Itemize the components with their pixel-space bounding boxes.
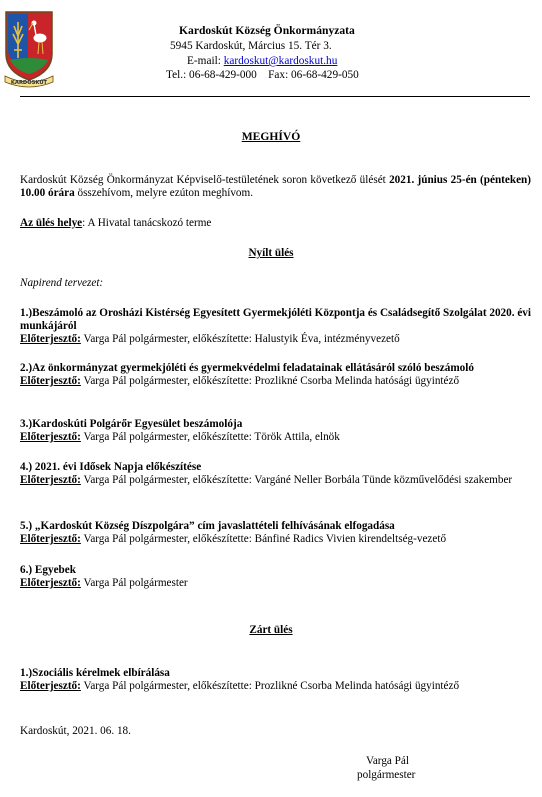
email-label: E-mail:	[187, 55, 221, 67]
closed-item-title: Szociális kérelmek elbírálása	[32, 667, 170, 679]
place-date: Kardoskút, 2021. 06. 18.	[20, 725, 131, 737]
agenda-item-title: Egyebek	[34, 564, 76, 576]
agenda-item-6	[20, 564, 188, 590]
agenda-item-title: Kardoskúti Polgárőr Egyesület beszámolója	[32, 418, 243, 430]
presenter-text: Varga Pál polgármester, előkészítette: Halustyik Éva, intézményvezető	[80, 333, 400, 345]
agenda-item-title: Beszámoló az Orosházi Kistérség Egyesített Gyermekjóléti Központja és Családsegítő Szolgálat 2020. évi munkájáról	[20, 307, 531, 332]
location-value: : A Hivatal tanácskozó terme	[82, 217, 212, 229]
signatory-title: polgármester	[357, 769, 416, 781]
agenda-item-title: Az önkormányzat gyermekjóléti és gyermekvédelmi feladatainak ellátásáról szóló beszámoló	[32, 362, 474, 374]
presenter-text: Varga Pál polgármester, előkészítette: Bánfiné Radics Vivien kirendeltség-vezető	[80, 533, 447, 545]
agenda-item-number: 3.)	[20, 418, 33, 430]
meeting-location	[20, 217, 211, 230]
org-address: 5945 Kardoskút, Március 15. Tér 3.	[170, 40, 332, 52]
agenda-item-1	[20, 307, 531, 346]
agenda-item-3	[20, 418, 340, 444]
signatory-name: Varga Pál	[366, 755, 409, 767]
email-link[interactable]: kardoskut@kardoskut.hu	[223, 55, 338, 67]
org-email-line	[187, 55, 337, 68]
presenter-label: Előterjesztő:	[20, 431, 81, 443]
presenter-label: Előterjesztő:	[20, 533, 81, 545]
agenda-item-4	[20, 461, 531, 487]
closed-item-number: 1.)	[20, 667, 33, 679]
agenda-item-number: 2.)	[20, 362, 33, 374]
presenter-text: Varga Pál polgármester, előkészítette: Vargáné Neller Borbála Tünde közművelődési szakember	[80, 474, 513, 486]
meeting-date: 2021. június 25-én (pénteken) 10.00 órára	[20, 174, 531, 199]
presenter-text: Varga Pál polgármester, előkészítette: Prozlikné Csorba Melinda hatósági ügyintéző	[80, 680, 460, 692]
org-name: Kardoskút Község Önkormányzata	[179, 24, 355, 37]
intro-text-post: összehívom, melyre ezúton meghívom.	[74, 187, 254, 199]
agenda-item-5	[20, 520, 446, 546]
presenter-text: Varga Pál polgármester, előkészítette: Török Attila, elnök	[80, 431, 340, 443]
coat-of-arms-logo	[3, 8, 55, 88]
agenda-item-title: 2021. évi Idősek Napja előkészítése	[34, 461, 202, 473]
presenter-text: Varga Pál polgármester, előkészítette: Prozlikné Csorba Melinda hatósági ügyintéző	[80, 375, 460, 387]
presenter-label: Előterjesztő:	[20, 577, 81, 589]
document-title: MEGHÍVÓ	[241, 130, 301, 143]
presenter-text: Varga Pál polgármester	[80, 577, 188, 589]
presenter-label: Előterjesztő:	[20, 474, 81, 486]
header-divider	[20, 96, 530, 97]
agenda-item-number: 5.)	[20, 520, 33, 532]
intro-paragraph	[20, 174, 531, 200]
intro-text-pre: Kardoskút Község Önkormányzat Képviselő-testületének soron következő ülését	[20, 174, 390, 186]
org-phone-fax: Tel.: 06-68-429-000 Fax: 06-68-429-050	[166, 69, 359, 81]
agenda-item-title: „Kardoskút Község Díszpolgára” cím javaslattételi felhívásának elfogadása	[34, 520, 395, 532]
agenda-item-number: 4.)	[20, 461, 33, 473]
presenter-label: Előterjesztő:	[20, 333, 81, 345]
closed-session-heading: Zárt ülés	[249, 624, 293, 636]
crest-ribbon-text: KARDOSKÚT	[10, 80, 48, 86]
presenter-label: Előterjesztő:	[20, 375, 81, 387]
agenda-item-number: 6.)	[20, 564, 33, 576]
agenda-label: Napirend tervezet:	[20, 277, 104, 289]
open-session-heading: Nyílt ülés	[248, 247, 294, 259]
agenda-item-2	[20, 362, 531, 388]
presenter-label: Előterjesztő:	[20, 680, 81, 692]
agenda-item-number: 1.)	[20, 307, 33, 319]
closed-item-1	[20, 667, 459, 693]
location-label: Az ülés helye	[20, 217, 83, 229]
